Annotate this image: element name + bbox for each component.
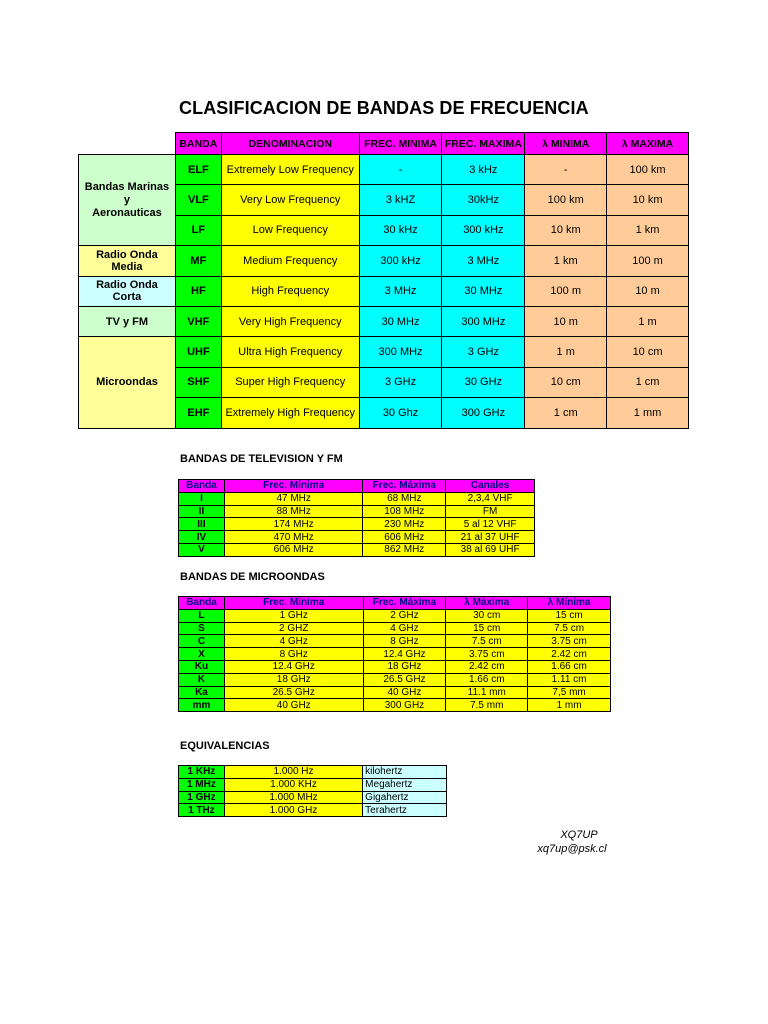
header-cell: Frec. Máxima	[363, 597, 446, 610]
lmax-cell: 3.75 cm	[446, 648, 528, 661]
lmax-cell: 100 km	[607, 155, 689, 185]
equivalences-title: EQUIVALENCIAS	[180, 740, 270, 752]
tv-section-title: BANDAS DE TELEVISION Y FM	[180, 453, 343, 465]
band-cell: X	[179, 648, 225, 661]
name-cell: Medium Frequency	[221, 246, 359, 276]
fmin-cell: 47 MHz	[224, 492, 363, 505]
fmin-cell: 300 kHz	[359, 246, 442, 276]
group-tv-fm: TV y FM	[79, 306, 176, 336]
header-lambda-maxima: λ MAXIMA	[607, 133, 689, 155]
value-cell: 1.000 MHz	[224, 791, 362, 804]
name-cell: Super High Frequency	[221, 367, 359, 397]
fmin-cell: 3 GHz	[359, 367, 442, 397]
fmin-cell: 30 kHz	[359, 215, 442, 245]
lmin-cell: 100 m	[525, 276, 607, 306]
value-cell: 1.000 Hz	[224, 766, 362, 779]
band-cell: Ka	[179, 686, 225, 699]
lmax-cell: 1 m	[607, 306, 689, 336]
fmax-cell: 30 GHz	[442, 367, 525, 397]
table-row	[179, 673, 611, 686]
fmin-cell: 12.4 GHz	[224, 660, 363, 673]
fmin-cell: 8 GHz	[224, 648, 363, 661]
fmax-cell: 18 GHz	[363, 660, 446, 673]
table-row	[179, 622, 611, 635]
lmax-cell: 1 cm	[607, 367, 689, 397]
fmax-cell: 300 GHz	[363, 699, 446, 712]
header-frec-minima: FREC. MINIMA	[359, 133, 442, 155]
table-row	[179, 543, 535, 556]
header-cell: Banda	[179, 597, 225, 610]
fmax-cell: 3 GHz	[442, 337, 525, 367]
channels-cell: FM	[446, 505, 535, 518]
value-cell: 1.000 GHz	[224, 804, 362, 817]
microwave-section-title: BANDAS DE MICROONDAS	[180, 571, 325, 583]
table-row	[179, 635, 611, 648]
fmax-cell: 4 GHz	[363, 622, 446, 635]
name-cell: Very Low Frequency	[221, 185, 359, 215]
band-cell: LF	[175, 215, 221, 245]
fmin-cell: 470 MHz	[224, 531, 363, 544]
fmin-cell: 300 MHz	[359, 337, 442, 367]
fmin-cell: 3 MHz	[359, 276, 442, 306]
lmin-cell: 10 km	[525, 215, 607, 245]
header-cell: Canales	[446, 480, 535, 493]
fmax-cell: 40 GHz	[363, 686, 446, 699]
table-row	[179, 766, 447, 779]
lmin-cell: 15 cm	[528, 609, 611, 622]
unit-name-cell: Terahertz	[363, 804, 447, 817]
band-cell: L	[179, 609, 225, 622]
fmax-cell: 300 kHz	[442, 215, 525, 245]
header-cell: λ Mínima	[528, 597, 611, 610]
band-cell: VHF	[175, 306, 221, 336]
name-cell: Low Frequency	[221, 215, 359, 245]
table-row	[179, 492, 535, 505]
table-row	[179, 778, 447, 791]
band-cell: II	[179, 505, 225, 518]
header-frec-maxima: FREC. MAXIMA	[442, 133, 525, 155]
name-cell: High Frequency	[221, 276, 359, 306]
lmax-cell: 1 mm	[607, 398, 689, 428]
table-row	[179, 505, 535, 518]
table-row	[179, 804, 447, 817]
fmin-cell: 18 GHz	[224, 673, 363, 686]
header-cell: Frec. Máxima	[363, 480, 446, 493]
name-cell: Extremely High Frequency	[221, 398, 359, 428]
lmin-cell: 1.66 cm	[528, 660, 611, 673]
value-cell: 1.000 KHz	[224, 778, 362, 791]
header-cell: Frec. Mínima	[224, 597, 363, 610]
lmax-cell: 7.5 cm	[446, 635, 528, 648]
fmin-cell: 1 GHz	[224, 609, 363, 622]
group-short-wave: Radio Onda Corta	[79, 276, 176, 306]
channels-cell: 38 al 69 UHF	[446, 543, 535, 556]
fmin-cell: 26.5 GHz	[224, 686, 363, 699]
lmax-cell: 10 km	[607, 185, 689, 215]
band-cell: IV	[179, 531, 225, 544]
lmax-cell: 10 cm	[607, 337, 689, 367]
fmin-cell: 4 GHz	[224, 635, 363, 648]
fmin-cell: -	[359, 155, 442, 185]
signature-email: xq7up@psk.cl	[537, 843, 607, 855]
header-cell: λ Máxima	[446, 597, 528, 610]
header-lambda-minima: λ MINIMA	[525, 133, 607, 155]
fmax-cell: 2 GHz	[363, 609, 446, 622]
microwave-bands-table	[178, 596, 611, 712]
unit-cell: 1 MHz	[179, 778, 225, 791]
band-cell: EHF	[175, 398, 221, 428]
lmax-cell: 30 cm	[446, 609, 528, 622]
band-cell: Ku	[179, 660, 225, 673]
table-row	[179, 660, 611, 673]
group-medium-wave: Radio Onda Media	[79, 246, 176, 276]
fmax-cell: 300 MHz	[442, 306, 525, 336]
lmax-cell: 2.42 cm	[446, 660, 528, 673]
table-row	[179, 686, 611, 699]
band-cell: SHF	[175, 367, 221, 397]
signature-callsign: XQ7UP	[560, 829, 598, 841]
lmax-cell: 11.1 mm	[446, 686, 528, 699]
lmax-cell: 100 m	[607, 246, 689, 276]
table-row	[179, 531, 535, 544]
unit-cell: 1 KHz	[179, 766, 225, 779]
band-cell: K	[179, 673, 225, 686]
lmax-cell: 15 cm	[446, 622, 528, 635]
table-row	[79, 306, 689, 336]
unit-name-cell: Gigahertz	[363, 791, 447, 804]
fmin-cell: 2 GHZ	[224, 622, 363, 635]
table-row	[179, 791, 447, 804]
band-cell: MF	[175, 246, 221, 276]
table-header-row	[79, 133, 689, 155]
lmin-cell: 1.11 cm	[528, 673, 611, 686]
lmax-cell: 7.5 mm	[446, 699, 528, 712]
fmin-cell: 88 MHz	[224, 505, 363, 518]
table-header-row	[179, 480, 535, 493]
tv-bands-table	[178, 479, 535, 557]
fmax-cell: 108 MHz	[363, 505, 446, 518]
table-row	[79, 246, 689, 276]
page-title: CLASIFICACION DE BANDAS DE FRECUENCIA	[179, 98, 589, 118]
channels-cell: 21 al 37 UHF	[446, 531, 535, 544]
table-row	[179, 518, 535, 531]
table-row	[79, 337, 689, 367]
band-cell: mm	[179, 699, 225, 712]
band-cell: V	[179, 543, 225, 556]
fmax-cell: 230 MHz	[363, 518, 446, 531]
table-row	[179, 699, 611, 712]
fmax-cell: 68 MHz	[363, 492, 446, 505]
fmax-cell: 606 MHz	[363, 531, 446, 544]
fmin-cell: 606 MHz	[224, 543, 363, 556]
fmax-cell: 30 MHz	[442, 276, 525, 306]
fmax-cell: 30kHz	[442, 185, 525, 215]
fmin-cell: 3 kHZ	[359, 185, 442, 215]
band-cell: VLF	[175, 185, 221, 215]
fmin-cell: 174 MHz	[224, 518, 363, 531]
lmin-cell: 100 km	[525, 185, 607, 215]
header-denominacion: DENOMINACION	[221, 133, 359, 155]
group-marine-aero: Bandas Marinas y Aeronauticas	[79, 155, 176, 246]
band-cell: III	[179, 518, 225, 531]
lmin-cell: 3.75 cm	[528, 635, 611, 648]
group-microwave: Microondas	[79, 337, 176, 428]
band-cell: HF	[175, 276, 221, 306]
band-cell: I	[179, 492, 225, 505]
header-cell: Banda	[179, 480, 225, 493]
unit-cell: 1 GHz	[179, 791, 225, 804]
frequency-bands-table	[78, 132, 689, 429]
table-row	[79, 276, 689, 306]
lmin-cell: 1 cm	[525, 398, 607, 428]
fmax-cell: 3 MHz	[442, 246, 525, 276]
lmin-cell: 7.5 cm	[528, 622, 611, 635]
channels-cell: 2,3,4 VHF	[446, 492, 535, 505]
fmax-cell: 862 MHz	[363, 543, 446, 556]
lmin-cell: 10 cm	[525, 367, 607, 397]
lmin-cell: 10 m	[525, 306, 607, 336]
fmin-cell: 30 MHz	[359, 306, 442, 336]
name-cell: Extremely Low Frequency	[221, 155, 359, 185]
lmin-cell: 1 mm	[528, 699, 611, 712]
name-cell: Very High Frequency	[221, 306, 359, 336]
header-cell: Frec. Mínima	[224, 480, 363, 493]
lmin-cell: 7,5 mm	[528, 686, 611, 699]
fmax-cell: 12.4 GHz	[363, 648, 446, 661]
lmin-cell: 1 km	[525, 246, 607, 276]
name-cell: Ultra High Frequency	[221, 337, 359, 367]
unit-name-cell: Megahertz	[363, 778, 447, 791]
band-cell: UHF	[175, 337, 221, 367]
lmin-cell: -	[525, 155, 607, 185]
unit-name-cell: kilohertz	[363, 766, 447, 779]
lmax-cell: 1.66 cm	[446, 673, 528, 686]
fmax-cell: 8 GHz	[363, 635, 446, 648]
lmax-cell: 10 m	[607, 276, 689, 306]
channels-cell: 5 al 12 VHF	[446, 518, 535, 531]
table-row	[179, 648, 611, 661]
fmax-cell: 300 GHz	[442, 398, 525, 428]
fmin-cell: 30 Ghz	[359, 398, 442, 428]
table-row	[179, 609, 611, 622]
fmax-cell: 3 kHz	[442, 155, 525, 185]
lmax-cell: 1 km	[607, 215, 689, 245]
header-banda: BANDA	[175, 133, 221, 155]
fmax-cell: 26.5 GHz	[363, 673, 446, 686]
equivalences-table	[178, 765, 447, 817]
fmin-cell: 40 GHz	[224, 699, 363, 712]
band-cell: C	[179, 635, 225, 648]
unit-cell: 1 THz	[179, 804, 225, 817]
lmin-cell: 2.42 cm	[528, 648, 611, 661]
band-cell: S	[179, 622, 225, 635]
table-row	[79, 155, 689, 185]
band-cell: ELF	[175, 155, 221, 185]
lmin-cell: 1 m	[525, 337, 607, 367]
table-header-row	[179, 597, 611, 610]
